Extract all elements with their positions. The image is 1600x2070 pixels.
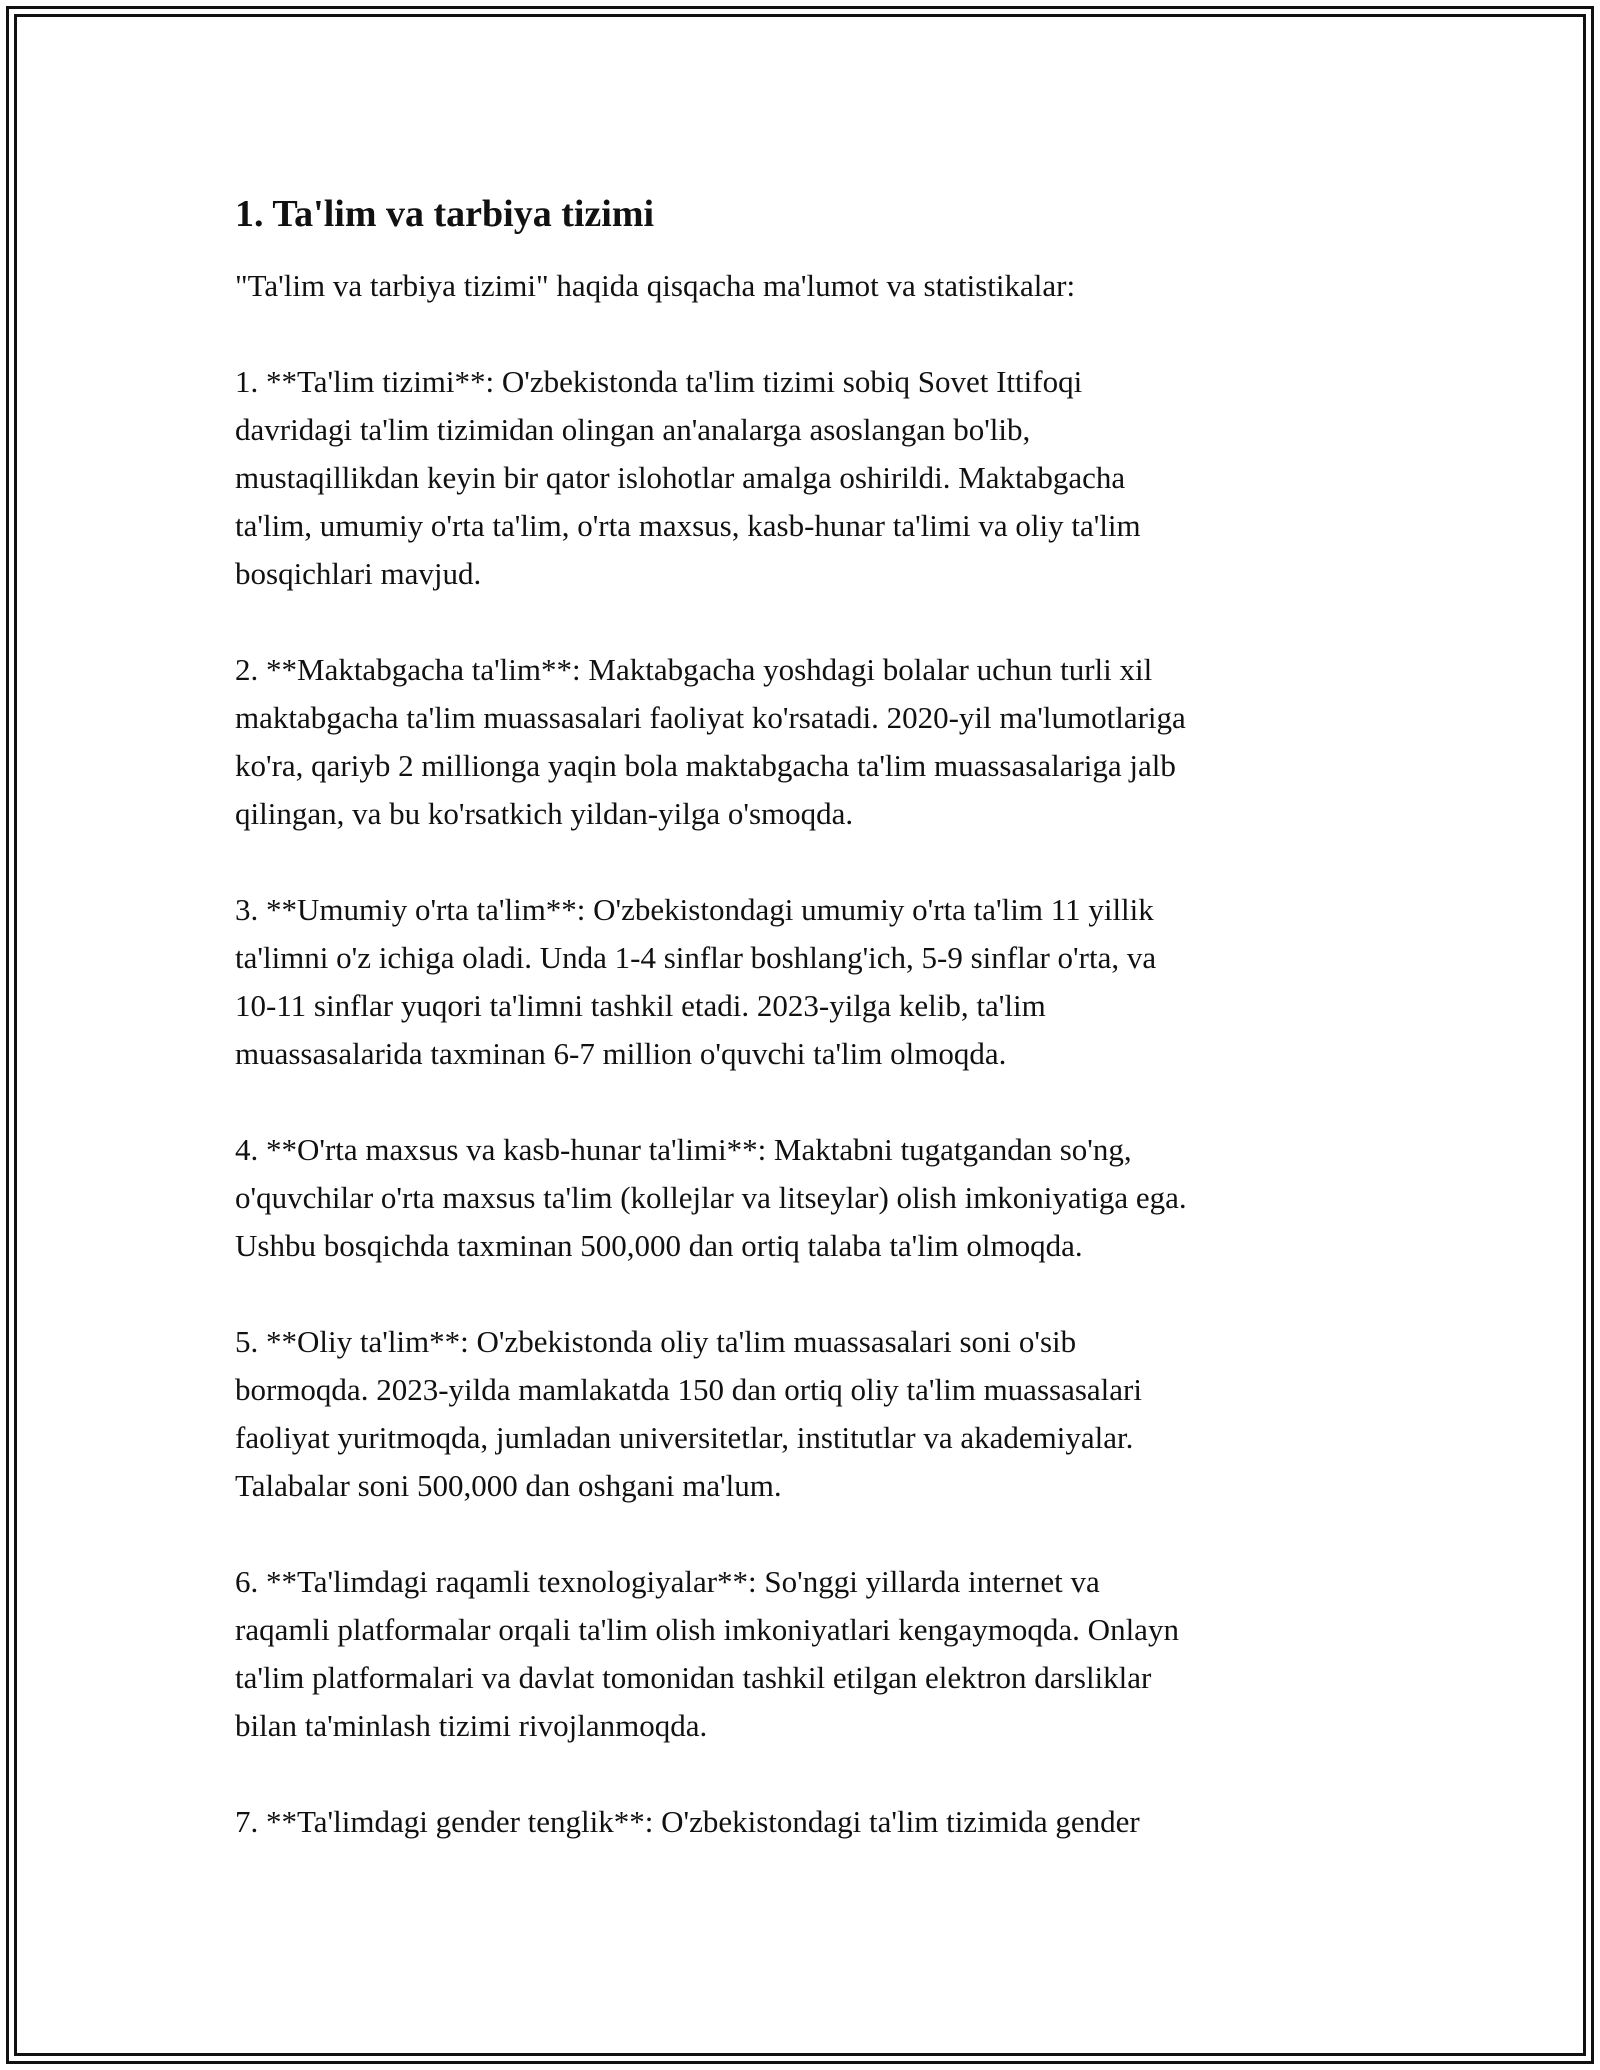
list-item — [235, 1318, 1405, 1510]
text-line: maktabgacha ta'lim muassasalari faoliyat ko'rsatadi. 2020-yil ma'lumotlariga — [235, 700, 1186, 735]
text-line: bormoqda. 2023-yilda mamlakatda 150 dan ortiq oliy ta'lim muassasalari — [235, 1372, 1142, 1407]
text-line: Talabalar soni 500,000 dan oshgani ma'lum. — [235, 1468, 782, 1503]
list-item — [235, 886, 1405, 1078]
text-line: 1. **Ta'lim tizimi**: O'zbekistonda ta'lim tizimi sobiq Sovet Ittifoqi — [235, 364, 1083, 399]
text-line: 10-11 sinflar yuqori ta'limni tashkil etadi. 2023-yilga kelib, ta'lim — [235, 988, 1046, 1023]
text-line: ko'ra, qariyb 2 millionga yaqin bola maktabgacha ta'lim muassasalariga jalb — [235, 748, 1176, 783]
text-line: 7. **Ta'limdagi gender tenglik**: O'zbekistondagi ta'lim tizimida gender — [235, 1804, 1140, 1839]
text-line: Ushbu bosqichda taxminan 500,000 dan ortiq talaba ta'lim olmoqda. — [235, 1228, 1083, 1263]
text-line: ta'lim platformalari va davlat tomonidan tashkil etilgan elektron darsliklar — [235, 1660, 1152, 1695]
text-line: 5. **Oliy ta'lim**: O'zbekistonda oliy ta'lim muassasalari soni o'sib — [235, 1324, 1077, 1359]
text-line: muassasalarida taxminan 6-7 million o'quvchi ta'lim olmoqda. — [235, 1036, 1007, 1071]
text-line: mustaqillikdan keyin bir qator islohotlar amalga oshirildi. Maktabgacha — [235, 460, 1126, 495]
text-line: davridagi ta'lim tizimidan olingan an'analarga asoslangan bo'lib, — [235, 412, 1031, 447]
text-line: qilingan, va bu ko'rsatkich yildan-yilga o'smoqda. — [235, 796, 854, 831]
text-line: ta'limni o'z ichiga oladi. Unda 1-4 sinflar boshlang'ich, 5-9 sinflar o'rta, va — [235, 940, 1157, 975]
document-title: 1. Ta'lim va tarbiya tizimi — [235, 193, 655, 235]
text-line: 3. **Umumiy o'rta ta'lim**: O'zbekistondagi umumiy o'rta ta'lim 11 yillik — [235, 892, 1154, 927]
document-intro: "Ta'lim va tarbiya tizimi" haqida qisqacha ma'lumot va statistikalar: — [235, 268, 1076, 303]
text-line: ta'lim, umumiy o'rta ta'lim, o'rta maxsus, kasb-hunar ta'limi va oliy ta'lim — [235, 508, 1141, 543]
text-line: bosqichlari mavjud. — [235, 556, 482, 591]
text-line: raqamli platformalar orqali ta'lim olish imkoniyatlari kengaymoqda. Onlayn — [235, 1612, 1179, 1647]
text-line: 4. **O'rta maxsus va kasb-hunar ta'limi**: Maktabni tugatgandan so'ng, — [235, 1132, 1132, 1167]
list-item — [235, 1798, 1405, 1846]
text-line: bilan ta'minlash tizimi rivojlanmoqda. — [235, 1708, 708, 1743]
text-line: 2. **Maktabgacha ta'lim**: Maktabgacha yoshdagi bolalar uchun turli xil — [235, 652, 1153, 687]
list-item — [235, 646, 1405, 838]
text-line: 6. **Ta'limdagi raqamli texnologiyalar**: So'nggi yillarda internet va — [235, 1564, 1100, 1599]
document-body — [235, 186, 1405, 1846]
list-item — [235, 1558, 1405, 1750]
list-item — [235, 358, 1405, 598]
text-line: o'quvchilar o'rta maxsus ta'lim (kollejlar va litseylar) olish imkoniyatiga ega. — [235, 1180, 1187, 1215]
list-item — [235, 1126, 1405, 1270]
text-line: faoliyat yuritmoqda, jumladan universitetlar, institutlar va akademiyalar. — [235, 1420, 1134, 1455]
